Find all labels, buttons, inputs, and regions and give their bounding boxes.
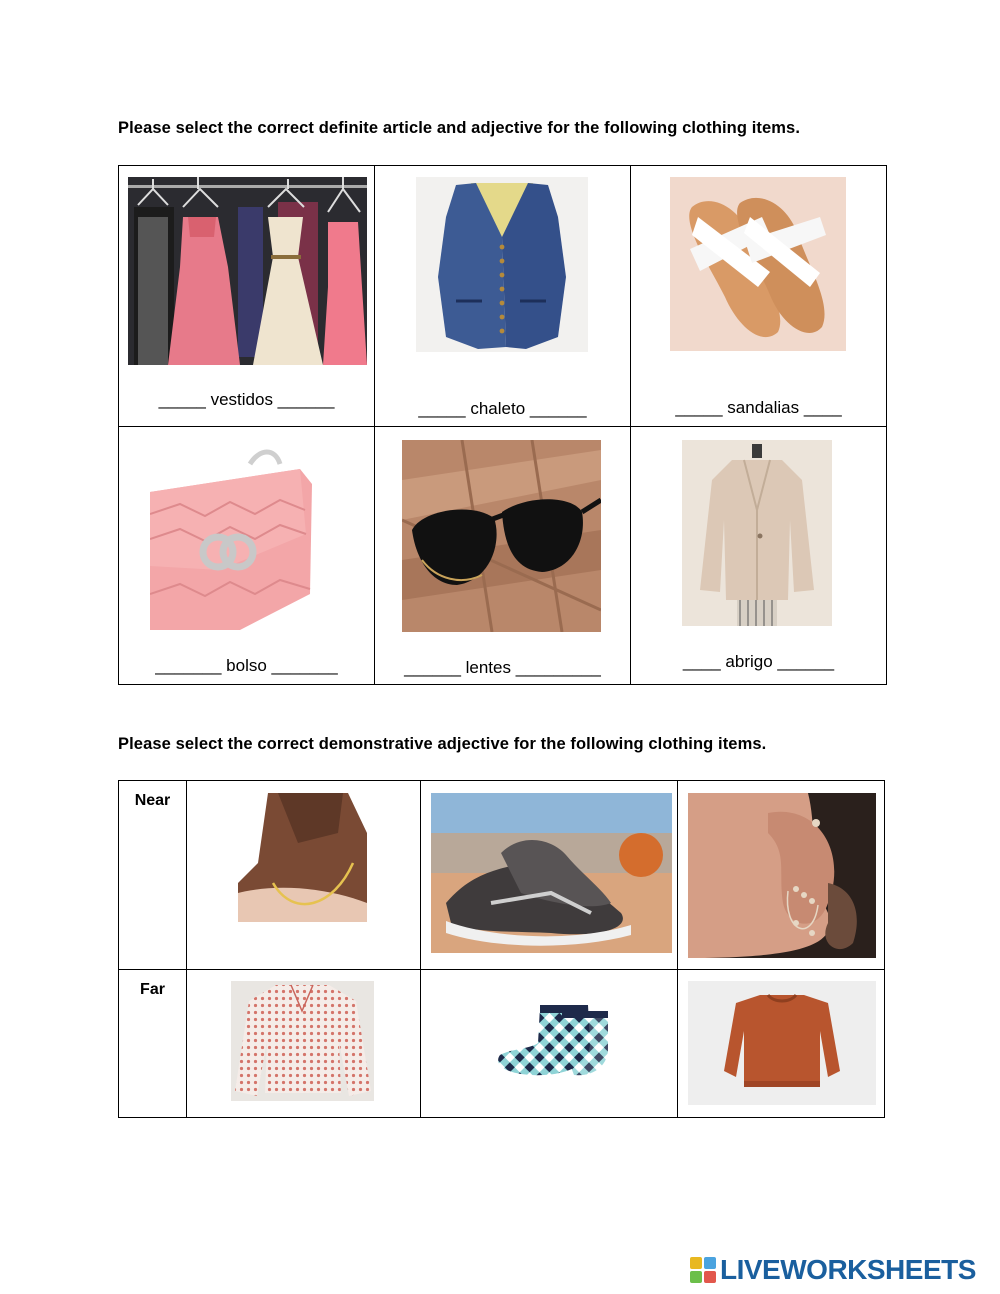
row-label-far-cell xyxy=(119,970,187,1118)
instruction-articles: Please select the correct definite article and adjective for the following clothing items. xyxy=(118,119,801,137)
dresses-image xyxy=(128,177,367,365)
caption-lentes: ______ lentes _________ xyxy=(404,658,601,677)
cell-blouse xyxy=(187,970,421,1118)
sandals-image xyxy=(670,177,846,351)
vest-image xyxy=(416,177,588,352)
caption-abrigo: ____ abrigo ______ xyxy=(682,652,835,671)
cell-bolso xyxy=(119,427,375,685)
necklace-image xyxy=(238,793,367,922)
cell-vestidos xyxy=(119,166,375,427)
caption-vestidos: _____ vestidos ______ xyxy=(158,390,335,409)
sneakers-image xyxy=(431,793,672,953)
articles-table xyxy=(118,165,887,685)
sunglasses-image xyxy=(402,440,601,632)
cell-abrigo xyxy=(631,427,887,685)
cell-sandalias xyxy=(631,166,887,427)
row-label-near-cell xyxy=(119,781,187,970)
cell-chaleco xyxy=(375,166,631,427)
cell-sweater xyxy=(678,970,885,1118)
coat-image xyxy=(682,440,832,626)
row-label-near: Near xyxy=(134,792,171,809)
cell-necklace xyxy=(187,781,421,970)
socks-image xyxy=(490,1003,612,1083)
earrings-image xyxy=(688,793,876,958)
caption-sandalias: _____ sandalias ____ xyxy=(675,398,842,417)
handbag-image xyxy=(150,444,312,630)
row-label-far: Far xyxy=(140,981,165,998)
cell-earrings xyxy=(678,781,885,970)
liveworksheets-logo xyxy=(690,1255,976,1285)
cell-socks xyxy=(421,970,678,1118)
caption-bolso: _______ bolso _______ xyxy=(155,656,338,675)
cell-lentes xyxy=(375,427,631,685)
instruction-demonstratives: Please select the correct demonstrative adjective for the following clothing items. xyxy=(118,735,767,753)
caption-chaleto: _____ chaleto ______ xyxy=(418,399,587,418)
sweater-image xyxy=(688,981,876,1105)
logo-text: LIVEWORKSHEETS xyxy=(720,1254,976,1285)
logo-mark-icon xyxy=(690,1257,716,1283)
demonstratives-table xyxy=(118,780,885,1118)
cell-sneakers xyxy=(421,781,678,970)
blouse-image xyxy=(231,981,374,1101)
